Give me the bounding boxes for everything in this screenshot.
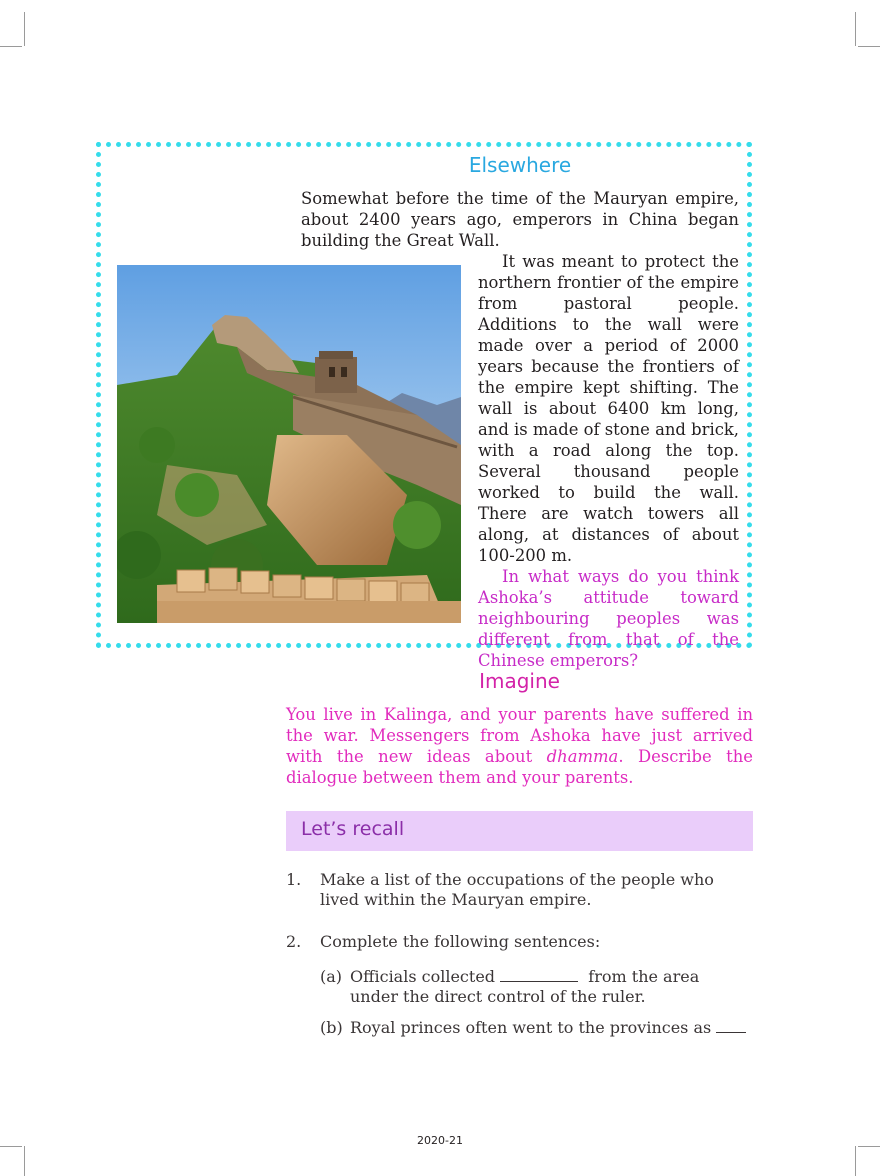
elsewhere-intro: Somewhat before the time of the Mauryan empire, about 2400 years ago, emperors in China began building the Great Wall. xyxy=(301,189,739,250)
elsewhere-body-column xyxy=(478,251,739,671)
crop-mark xyxy=(24,12,25,46)
crop-mark xyxy=(858,46,880,47)
elsewhere-body: It was meant to protect the northern frontier of the empire from pastoral people. Additions to the wall were made over a period of 2000 years because the frontiers of the empire kept shifting. The wall is about 6400 km long, and is made of stone and brick, with a road along the top. Several thousand people worked to build the wall. There are watch towers all along, at distances of about 100-200 m. xyxy=(478,252,740,565)
sub-question-text xyxy=(350,1018,750,1038)
question-number: 2. xyxy=(286,932,302,951)
imagine-text-after: . Describe the dialogue between them and your parents. xyxy=(286,747,753,787)
sub-question-text-before: Royal princes often went to the provinces as xyxy=(350,1018,712,1037)
answer-blank xyxy=(716,1018,746,1033)
elsewhere-question: In what ways do you think Ashoka’s attitude toward neighbouring peoples was different from that of the Chinese emperors? xyxy=(478,567,739,670)
recall-title: Let’s recall xyxy=(301,818,405,840)
imagine-title: Imagine xyxy=(479,669,560,693)
sub-question-label: (a) xyxy=(320,967,343,986)
great-wall-photo xyxy=(117,265,461,623)
question-number: 1. xyxy=(286,870,302,889)
page-footer: 2020-21 xyxy=(417,1134,463,1147)
crop-mark xyxy=(24,1146,25,1176)
crop-mark xyxy=(0,46,22,47)
sub-question-label: (b) xyxy=(320,1018,343,1037)
answer-blank xyxy=(500,967,578,982)
question-text: Complete the following sentences: xyxy=(320,932,601,951)
sub-question-text-before: Officials collected xyxy=(350,967,496,986)
elsewhere-title: Elsewhere xyxy=(468,153,572,177)
imagine-text-italic: dhamma xyxy=(546,747,619,766)
crop-mark xyxy=(855,1146,856,1176)
crop-mark xyxy=(855,12,856,46)
imagine-text xyxy=(286,704,753,788)
sub-question-text-after: from the area under the direct control of the ruler. xyxy=(350,967,700,1006)
recall-header-band xyxy=(286,811,753,851)
imagine-text-before: You live in Kalinga, and your parents have suffered in the war. Messengers from Ashoka have just arrived with the new ideas about xyxy=(286,705,753,766)
question-text: Make a list of the occupations of the people who lived within the Mauryan empire. xyxy=(320,870,714,909)
sub-question-text xyxy=(350,967,750,1007)
